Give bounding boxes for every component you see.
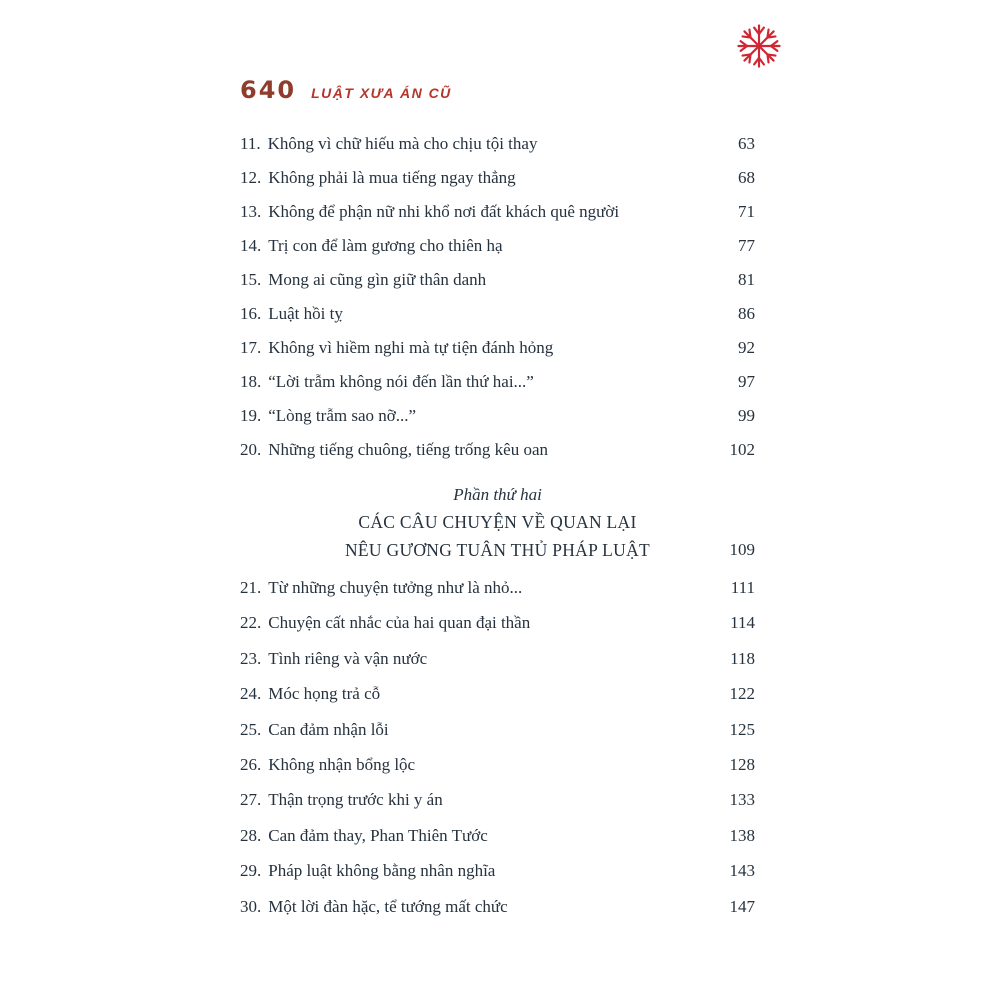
toc-entry-number: 11. [240, 134, 261, 153]
toc-entry [240, 683, 755, 718]
toc-entry-page: 99 [738, 406, 755, 425]
toc-entry-page: 102 [729, 440, 755, 459]
section-title-line2: NÊU GƯƠNG TUÂN THỦ PHÁP LUẬT [344, 540, 651, 560]
toc-entry-title: Luật hồi tỵ [268, 304, 343, 323]
page-header [240, 76, 452, 104]
toc-entry [240, 860, 755, 895]
toc-entry-number: 16. [240, 304, 262, 323]
toc-entry [240, 439, 755, 473]
toc-entry-title: “Lời trẫm không nói đến lần thứ hai...” [268, 372, 534, 391]
toc-entry-title: Can đảm thay, Phan Thiên Tước [268, 825, 488, 845]
toc-entry-page: 122 [729, 684, 755, 704]
toc-entry-page: 125 [729, 719, 755, 739]
toc-entry-page: 86 [738, 304, 755, 323]
toc-entry-page: 77 [738, 236, 755, 255]
toc-entry-title: Không vì chữ hiếu mà cho chịu tội thay [267, 134, 538, 153]
toc-entry-number: 30. [240, 896, 262, 916]
toc-entry-number: 19. [240, 406, 262, 425]
toc-entry-number: 20. [240, 440, 262, 459]
toc-entry [240, 577, 755, 612]
toc-entry-number: 14. [240, 236, 262, 255]
toc-entry-title: Trị con để làm gương cho thiên hạ [268, 236, 503, 255]
toc-entry-title: Từ những chuyện tưởng như là nhỏ... [268, 578, 523, 597]
toc-entry-page: 92 [738, 338, 755, 357]
toc-entry-number: 28. [240, 825, 262, 845]
book-title: LUẬT XƯA ÁN CŨ [311, 85, 452, 101]
toc-entry-page: 97 [738, 372, 755, 391]
section-title-line2-row [240, 536, 755, 564]
toc-entry-number: 15. [240, 270, 262, 289]
toc-entry-title: Không phải là mua tiếng ngay thẳng [268, 168, 516, 187]
toc-entry-page: 147 [729, 896, 755, 916]
toc-entry-number: 25. [240, 719, 262, 739]
toc-entry [240, 337, 755, 371]
toc-entry-title: Can đảm nhận lỗi [268, 719, 389, 739]
toc-entry-title: Pháp luật không bằng nhân nghĩa [268, 861, 496, 881]
toc-entry-page: 71 [738, 202, 755, 221]
toc-entry [240, 648, 755, 683]
toc-entry [240, 896, 755, 931]
toc-entry [240, 371, 755, 405]
toc-entry [240, 612, 755, 647]
toc-entry [240, 754, 755, 789]
toc-entry-title: Móc họng trả cỗ [268, 684, 381, 704]
toc-entry [240, 133, 755, 167]
toc-entry-title: Thận trọng trước khi y án [268, 790, 443, 810]
toc-entry-number: 27. [240, 790, 262, 810]
toc-entry-page: 81 [738, 270, 755, 289]
section-title-line1: CÁC CÂU CHUYỆN VỀ QUAN LẠI [358, 512, 637, 532]
toc-entry [240, 825, 755, 860]
toc-entry-number: 17. [240, 338, 262, 357]
toc-entry-page: 68 [738, 168, 755, 187]
toc-entry-number: 18. [240, 372, 262, 391]
toc-entry [240, 235, 755, 269]
toc-entry-page: 133 [729, 790, 755, 810]
toc-entry-title: Một lời đàn hặc, tể tướng mất chức [268, 896, 508, 916]
starburst-logo-icon [733, 20, 785, 72]
toc-entry-number: 13. [240, 202, 262, 221]
section-page: 109 [729, 540, 755, 559]
toc-entry [240, 303, 755, 337]
section-heading [240, 481, 755, 564]
toc-entry-title: Mong ai cũng gìn giữ thân danh [268, 270, 487, 289]
table-of-contents [240, 133, 755, 931]
toc-entry [240, 719, 755, 754]
toc-entry [240, 201, 755, 235]
toc-entry-page: 114 [730, 613, 755, 633]
toc-entry-number: 22. [240, 613, 262, 633]
toc-entry-number: 12. [240, 168, 262, 187]
folio-page-number: 640 [240, 76, 297, 104]
toc-entry-page: 118 [730, 648, 755, 668]
toc-entry [240, 405, 755, 439]
toc-entry-number: 24. [240, 684, 262, 704]
toc-entry-title: Những tiếng chuông, tiếng trống kêu oan [268, 440, 548, 459]
toc-entry-page: 63 [738, 134, 755, 153]
toc-entry-title: Không để phận nữ nhi khổ nơi đất khách quê người [268, 202, 620, 221]
toc-entry-title: Không nhận bổng lộc [268, 754, 416, 774]
section-kicker: Phần thứ hai [453, 485, 542, 504]
toc-entry-page: 143 [729, 861, 755, 881]
toc-entry-number: 29. [240, 861, 262, 881]
toc-entry-title: Không vì hiềm nghi mà tự tiện đánh hỏng [268, 338, 554, 357]
toc-entry-page: 128 [729, 754, 755, 774]
toc-entry-number: 21. [240, 578, 262, 597]
toc-entry-title: Tình riêng và vận nước [268, 648, 428, 668]
toc-entry-title: Chuyện cất nhắc của hai quan đại thần [268, 613, 531, 633]
toc-entry-number: 23. [240, 648, 262, 668]
toc-entry [240, 789, 755, 824]
toc-entry-page: 111 [730, 578, 755, 597]
toc-entry [240, 269, 755, 303]
toc-entry-page: 138 [729, 825, 755, 845]
toc-entry [240, 167, 755, 201]
toc-entry-title: “Lòng trẫm sao nỡ...” [268, 406, 417, 425]
toc-entry-number: 26. [240, 754, 262, 774]
